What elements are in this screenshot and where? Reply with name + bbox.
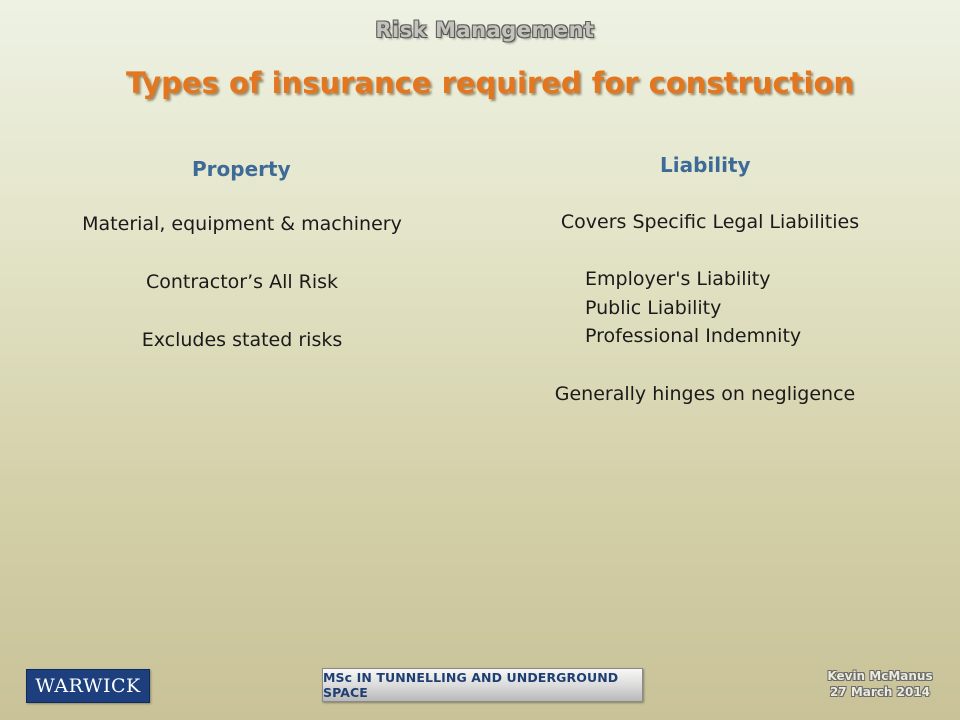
presentation-date: 27 March 2014 [829,685,931,699]
property-item: Contractor’s All Risk [145,271,339,293]
slide-title: Types of insurance required for construction [125,66,855,100]
liability-intro: Covers Specific Legal Liabilities [560,211,860,233]
section-eyebrow: Risk Management [375,18,595,42]
liability-heading: Liability [660,153,751,177]
liability-sub-item: Employer's Liability [585,268,771,290]
property-item: Material, equipment & machinery [82,213,402,235]
warwick-logo-text: WARWICK [35,675,141,697]
warwick-logo [26,669,150,703]
author-name: Kevin McManus [827,669,933,683]
course-banner [322,668,643,702]
liability-sub-item: Professional Indemnity [585,325,802,347]
liability-note: Generally hinges on negligence [554,383,856,405]
course-banner-text: MSc IN TUNNELLING AND UNDERGROUND SPACE [323,670,619,700]
property-heading: Property [192,157,291,181]
property-item: Excludes stated risks [141,329,343,351]
liability-sub-item: Public Liability [585,297,722,319]
